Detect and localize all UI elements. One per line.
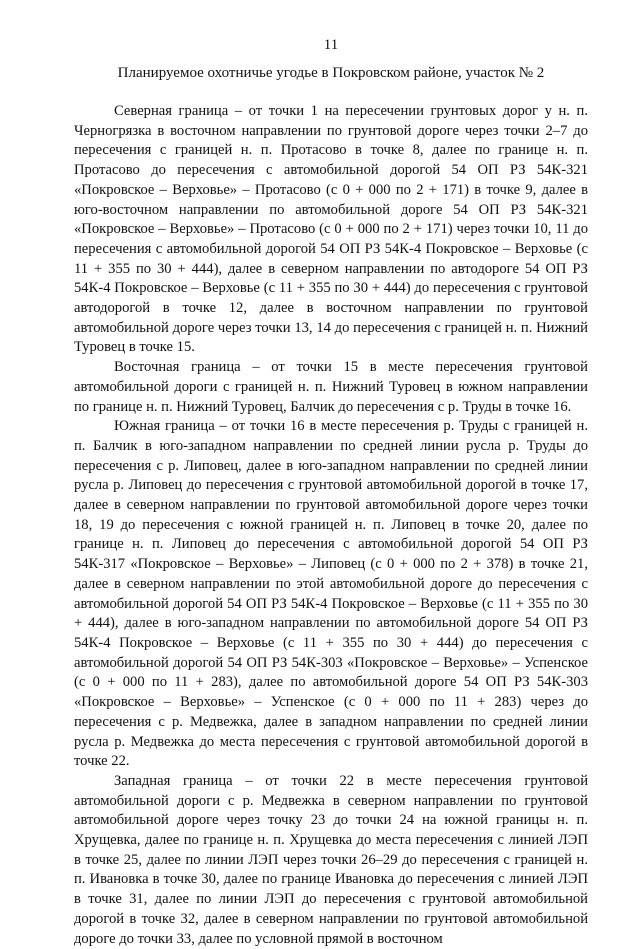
- paragraph-east-boundary: Восточная граница – от точки 15 в месте пересечения грунтовой автомобильной дороги с границей н. п. Нижний Туровец в южном направлении по границе н. п. Нижний Туровец, Балчик до пересечения с р. Труды в точке 16.: [74, 359, 588, 415]
- page-number: 11: [323, 37, 339, 53]
- paragraph-south-boundary: Южная граница – от точки 16 в месте пересечения р. Труды с границей н. п. Балчик в юго-западном направлении по средней линии русла р. Труды до пересечения с р. Липовец, далее в юго-западном направлении по средней линии русла р. Липовец до пересечения с грунтовой автомобильной дорогой в точке 17, далее в северном направлении по грунтовой автомобильной дороге через точки 18, 19 до пересечения с южной границей н. п. Липовец в точке 20, далее по границе н. п. Липовец до пересечения с автомобильной дорогой 54 ОП РЗ 54К-317 «Покровское – Верховье» – Липовец (с 0 + 000 по 2 + 378) в точке 21, далее в северном направлении по этой автомобильной дороге до пересечения с автомобильной дорогой 54 ОП РЗ 54К-4 Покровское – Верховье (с 11 + 355 по 30 + 444), далее в юго-западном направлении по автомобильной дороге 54 ОП РЗ 54К-4 Покровское – Верховье (с 11 + 355 по 30 + 444) до пересечения с автомобильной дорогой 54 ОП РЗ 54К-303 «Покровское – Верховье» – Успенское (с 0 + 000 по 11 + 283), далее по автомобильной дороге 54 ОП РЗ 54К-303 «Покровское – Верховье» – Успенское (с 0 + 000 по 11 + 283) через до пересечения с р. Медвежка, далее в западном направлении по средней линии русла р. Медвежка до места пересечения с грунтовой автомобильной дорогой в точке 22.: [74, 418, 588, 770]
- paragraph-west-boundary: Западная граница – от точки 22 в месте пересечения грунтовой автомобильной дороги с р. Медвежка в северном направлении по грунтовой автомобильной дороге через точку 23 до точки 24 на южной границы н. п. Хрущевка, далее по границе н. п. Хрущевка до места пересечения с линией ЛЭП в точке 25, далее по линии ЛЭП через точки 26–29 до пересечения с границей н. п. Ивановка в точке 30, далее по границе Ивановка до пересечения с линией ЛЭП в точке 31, далее по линии ЛЭП до пересечения с грунтовой автомобильной дорогой в точке 32, далее в северном направлении по грунтовой автомобильной дороге до точки 33, далее по условной прямой в восточном: [74, 772, 588, 947]
- document-page: [74, 36, 588, 949]
- document-title: Планируемое охотничье угодье в Покровском районе, участок № 2: [117, 65, 545, 81]
- paragraph-north-boundary: Северная граница – от точки 1 на пересечении грунтовых дорог у н. п. Черногрязка в восточном направлении по грунтовой дороге через точки 2–7 до пересечения с границей н. п. Протасово в точке 8, далее по границе н. п. Протасово до пересечения с автомобильной дорогой 54 ОП РЗ 54К-321 «Покровское – Верховье» – Протасово (с 0 + 000 по 2 + 171) в точке 9, далее в юго-восточном направлении по автомобильной дороге 54 ОП РЗ 54К-321 «Покровское – Верховье» – Протасово (с 0 + 000 по 2 + 171) через точки 10, 11 до пересечения с автомобильной дорогой 54 ОП РЗ 54К-4 Покровское – Верховье (с 11 + 355 по 30 + 444), далее в северном направлении по автодороге 54 ОП РЗ 54К-4 Покровское – Верховье (с 11 + 355 по 30 + 444) до пересечения с грунтовой автодорогой в точке 12, далее в восточном направлении по грунтовой автомобильной дороге через точки 13, 14 до пересечения с границей н. п. Нижний Туровец в точке 15.: [74, 103, 588, 356]
